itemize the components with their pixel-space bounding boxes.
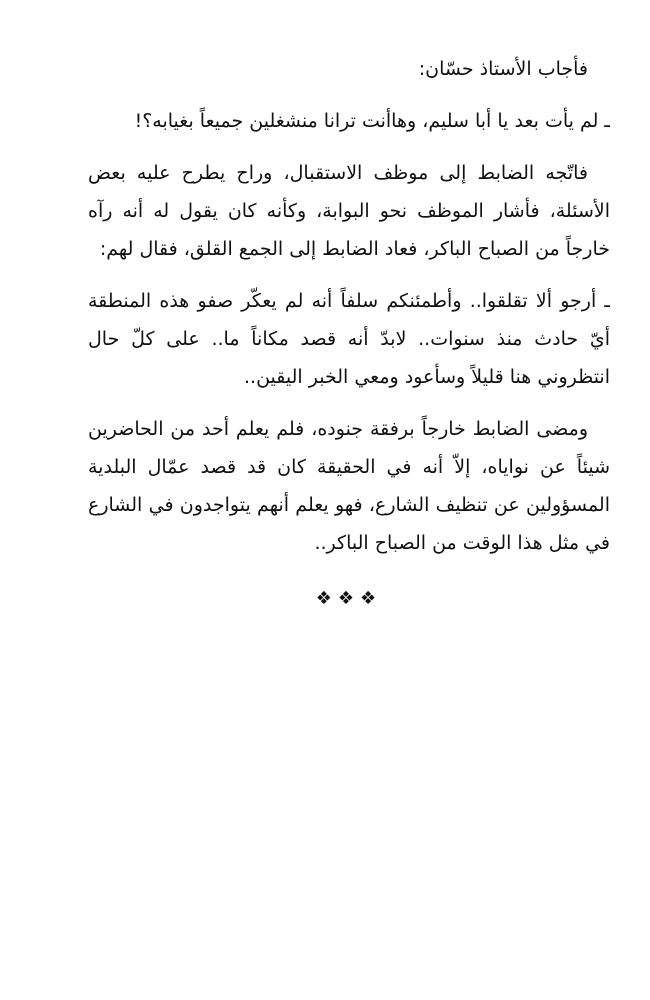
section-separator-icon: ❖❖❖ bbox=[315, 588, 383, 609]
paragraph-dialogue-2: ـ أرجو ألا تقلقوا.. وأطمئنكم سلفاً أنه لم يعكّر صفو هذه المنطقة أيّ حادث منذ سنوات.. لابدّ أنه قصد مكاناً ما.. على كلّ حال انتظروني هنا قليلاً وسأعود ومعي الخبر اليقين.. bbox=[88, 290, 610, 388]
paragraph-officer-reception: فاتّجه الضابط إلى موظف الاستقبال، وراح يطرح عليه بعض الأسئلة، فأشار الموظف نحو البوابة، وكأنه كان يقول له أنه رآه خارجاً من الصباح الباكر، فعاد الضابط إلى الجمع القلق، فقال لهم: bbox=[88, 162, 610, 260]
paragraph-reply-intro: فأجاب الأستاذ حسّان: bbox=[418, 58, 588, 80]
paragraph-dialogue-1: ـ لم يأت بعد يا أبا سليم، وهاأنت ترانا منشغلين جميعاً بغيابه؟! bbox=[134, 110, 610, 132]
paragraph-officer-leaves: ومضى الضابط خارجاً برفقة جنوده، فلم يعلم أحد من الحاضرين شيئاً عن نواياه، إلاّ أنه في الحقيقة كان قد قصد عمّال البلدية المسؤولين عن تنظيف الشارع، فهو يعلم أنهم يتواجدون في الشارع في مثل هذا الوقت من الصباح الباكر.. bbox=[88, 418, 610, 554]
book-page bbox=[88, 50, 610, 618]
